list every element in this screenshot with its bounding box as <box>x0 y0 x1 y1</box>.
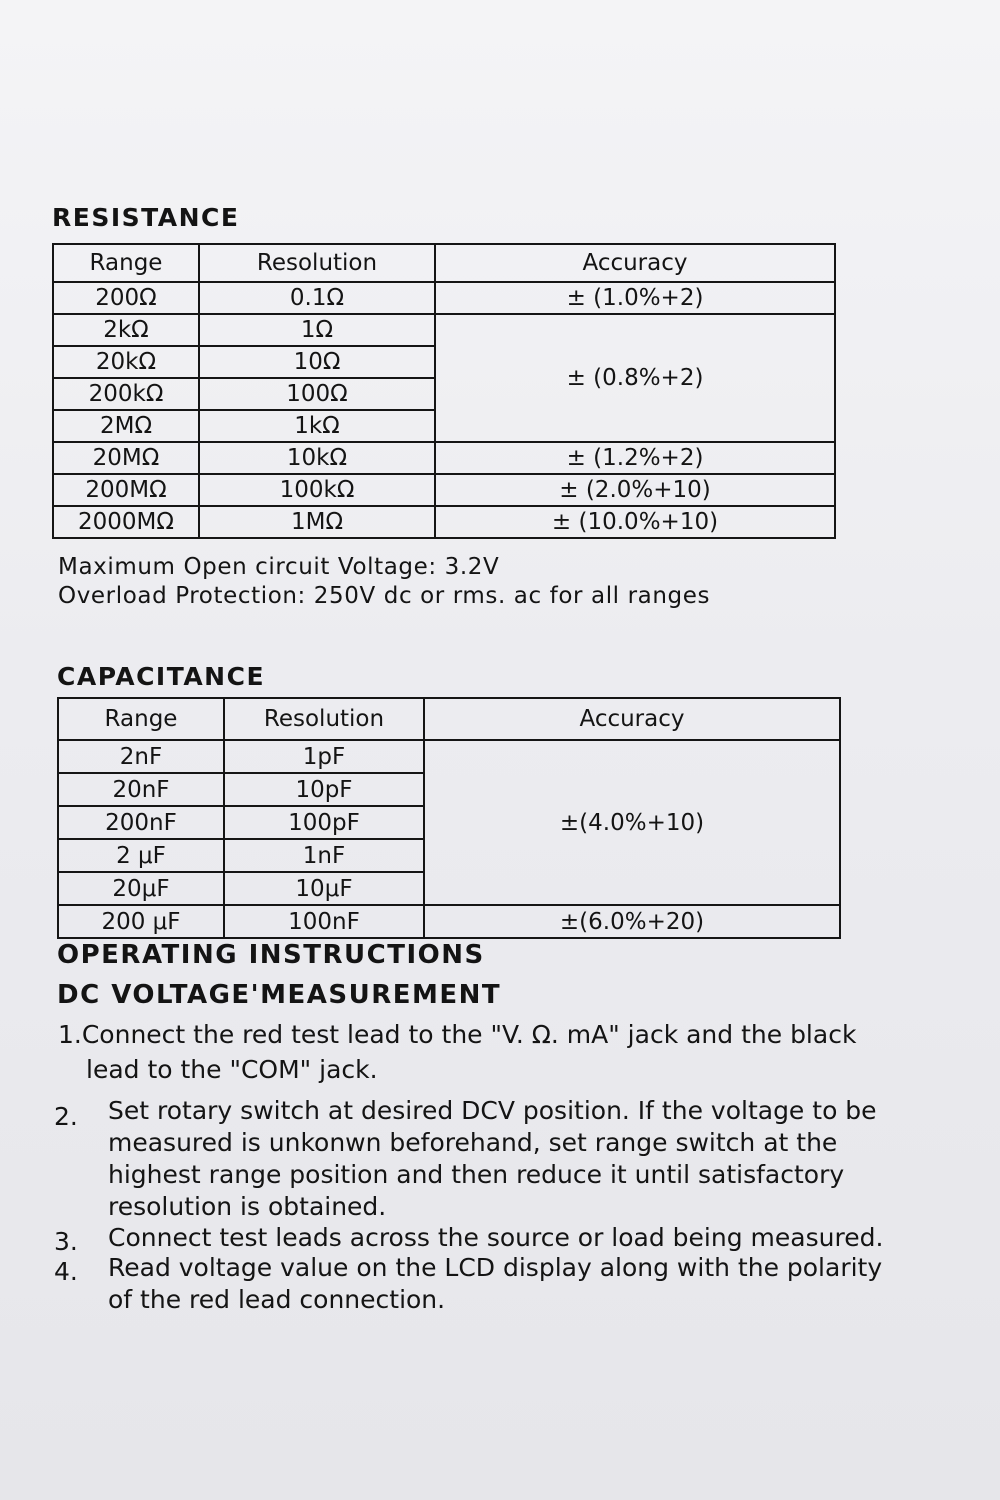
range-cell: 200nF <box>58 806 224 839</box>
resolution-cell: 1Ω <box>199 314 435 346</box>
resolution-cell: 0.1Ω <box>199 282 435 314</box>
capacitance-table <box>57 697 841 939</box>
resolution-cell: 10Ω <box>199 346 435 378</box>
table-header-row <box>53 244 835 282</box>
step-3-text: Connect test leads across the source or load being measured. <box>108 1223 884 1252</box>
step-2-line: highest range position and then reduce it until satisfactory <box>108 1160 845 1189</box>
table-row <box>58 740 840 773</box>
table-row <box>58 905 840 938</box>
accuracy-cell: ±(4.0%+10) <box>424 740 840 905</box>
operating-instructions-heading: OPERATING INSTRUCTIONS <box>57 940 485 970</box>
step-4-line: Read voltage value on the LCD display along with the polarity <box>108 1253 883 1282</box>
column-header-resolution: Resolution <box>224 698 424 740</box>
table-row <box>53 314 835 346</box>
step-1-line-2: lead to the "COM" jack. <box>86 1055 378 1084</box>
range-cell: 2MΩ <box>53 410 199 442</box>
range-cell: 20nF <box>58 773 224 806</box>
accuracy-cell: ± (1.2%+2) <box>435 442 835 474</box>
range-cell: 2000MΩ <box>53 506 199 538</box>
resistance-table <box>52 243 836 539</box>
overload-protection-note: Overload Protection: 250V dc or rms. ac for all ranges <box>58 583 711 609</box>
range-cell: 20μF <box>58 872 224 905</box>
resolution-cell: 1kΩ <box>199 410 435 442</box>
accuracy-cell: ±(6.0%+20) <box>424 905 840 938</box>
step-3-number: 3. <box>54 1227 78 1256</box>
capacitance-heading: CAPACITANCE <box>57 662 266 691</box>
table-row <box>53 282 835 314</box>
step-1-line-1: 1.Connect the red test lead to the "V. Ω. mA" jack and the black <box>58 1020 857 1049</box>
table-row <box>53 506 835 538</box>
step-2-line: Set rotary switch at desired DCV position. If the voltage to be <box>108 1096 877 1125</box>
range-cell: 2 μF <box>58 839 224 872</box>
resolution-cell: 100pF <box>224 806 424 839</box>
step-2-line: measured is unkonwn beforehand, set range switch at the <box>108 1128 838 1157</box>
step-2-number: 2. <box>54 1102 78 1131</box>
resolution-cell: 10μF <box>224 872 424 905</box>
step-4-line: of the red lead connection. <box>108 1285 446 1314</box>
accuracy-cell: ± (2.0%+10) <box>435 474 835 506</box>
table-row <box>53 442 835 474</box>
resolution-cell: 1pF <box>224 740 424 773</box>
range-cell: 200 μF <box>58 905 224 938</box>
column-header-range: Range <box>58 698 224 740</box>
resolution-cell: 10pF <box>224 773 424 806</box>
range-cell: 200Ω <box>53 282 199 314</box>
range-cell: 20MΩ <box>53 442 199 474</box>
table-header-row <box>58 698 840 740</box>
column-header-resolution: Resolution <box>199 244 435 282</box>
dc-voltage-heading: DC VOLTAGE'MEASUREMENT <box>57 980 502 1010</box>
open-circuit-voltage-note: Maximum Open circuit Voltage: 3.2V <box>58 554 500 580</box>
column-header-accuracy: Accuracy <box>424 698 840 740</box>
accuracy-cell: ± (10.0%+10) <box>435 506 835 538</box>
range-cell: 2nF <box>58 740 224 773</box>
table-row <box>53 474 835 506</box>
range-cell: 2kΩ <box>53 314 199 346</box>
resolution-cell: 100Ω <box>199 378 435 410</box>
step-2-line: resolution is obtained. <box>108 1192 387 1221</box>
step-4-number: 4. <box>54 1257 78 1286</box>
accuracy-cell: ± (1.0%+2) <box>435 282 835 314</box>
accuracy-cell: ± (0.8%+2) <box>435 314 835 442</box>
range-cell: 200MΩ <box>53 474 199 506</box>
resolution-cell: 100nF <box>224 905 424 938</box>
column-header-accuracy: Accuracy <box>435 244 835 282</box>
resolution-cell: 1nF <box>224 839 424 872</box>
resolution-cell: 100kΩ <box>199 474 435 506</box>
resolution-cell: 10kΩ <box>199 442 435 474</box>
resistance-heading: RESISTANCE <box>52 203 240 232</box>
range-cell: 200kΩ <box>53 378 199 410</box>
range-cell: 20kΩ <box>53 346 199 378</box>
column-header-range: Range <box>53 244 199 282</box>
resolution-cell: 1MΩ <box>199 506 435 538</box>
